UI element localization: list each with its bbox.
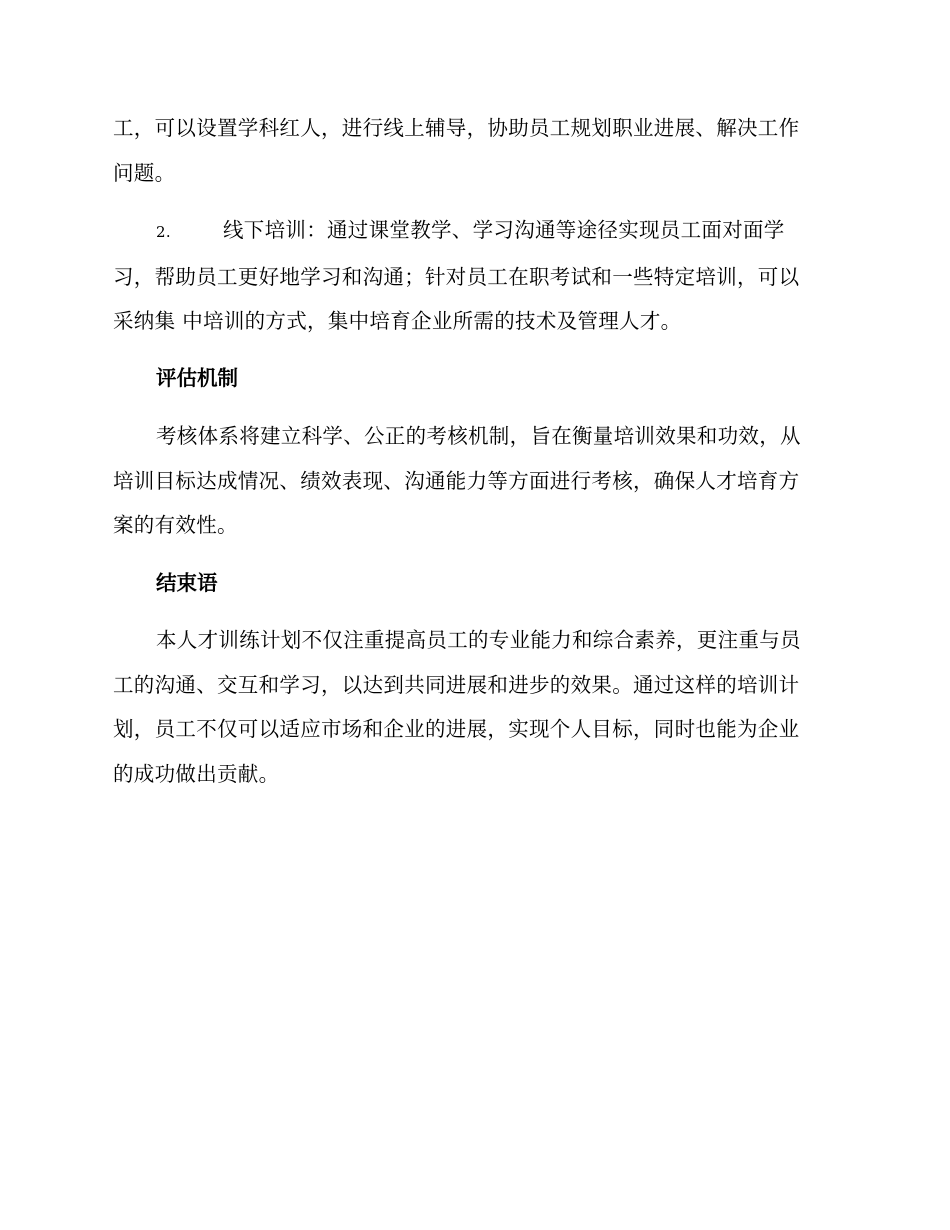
paragraph-line: 工，可以设置学科红人，进行线上辅导，协助员工规划职业进展、解决工作 <box>113 116 800 140</box>
paragraph-line: 的成功做出贡献。 <box>113 761 280 786</box>
list-number: 2. <box>156 223 171 241</box>
list-item-first-line <box>113 208 833 255</box>
paragraph-line: 采纳集 中培训的方式，集中培育企业所需的技术及管理人才。 <box>113 309 682 333</box>
paragraph-line: 工的沟通、交互和学习，以达到共同进展和进步的效果。通过这样的培训计 <box>113 672 800 697</box>
section-heading-evaluation: 评估机制 <box>156 366 238 390</box>
paragraph-line: 考核体系将建立科学、公正的考核机制，旨在衡量培训效果和功效，从 <box>156 424 801 448</box>
paragraph-conclusion <box>113 618 833 796</box>
paragraph-line: 习，帮助员工更好地学习和沟通；针对员工在职考试和一些特定培训，可以 <box>113 264 800 289</box>
paragraph-line: 划，员工不仅可以适应市场和企业的进展，实现个人目标，同时也能为企业 <box>113 717 800 741</box>
paragraph-line: 问题。 <box>113 160 176 185</box>
list-item-text: 线下培训：通过课堂教学、学习沟通等途径实现员工面对面学 <box>223 218 785 242</box>
paragraph-line: 本人才训练计划不仅注重提高员工的专业能力和综合素养，更注重与员 <box>156 628 801 652</box>
paragraph-line: 培训目标达成情况、绩效表现、沟通能力等方面进行考核，确保人才培育方 <box>113 468 800 493</box>
paragraph-evaluation <box>113 414 833 548</box>
paragraph-line: 案的有效性。 <box>113 513 238 537</box>
paragraph-online-training <box>113 106 833 195</box>
list-item-offline-training <box>113 208 833 344</box>
section-heading-conclusion: 结束语 <box>156 571 218 595</box>
